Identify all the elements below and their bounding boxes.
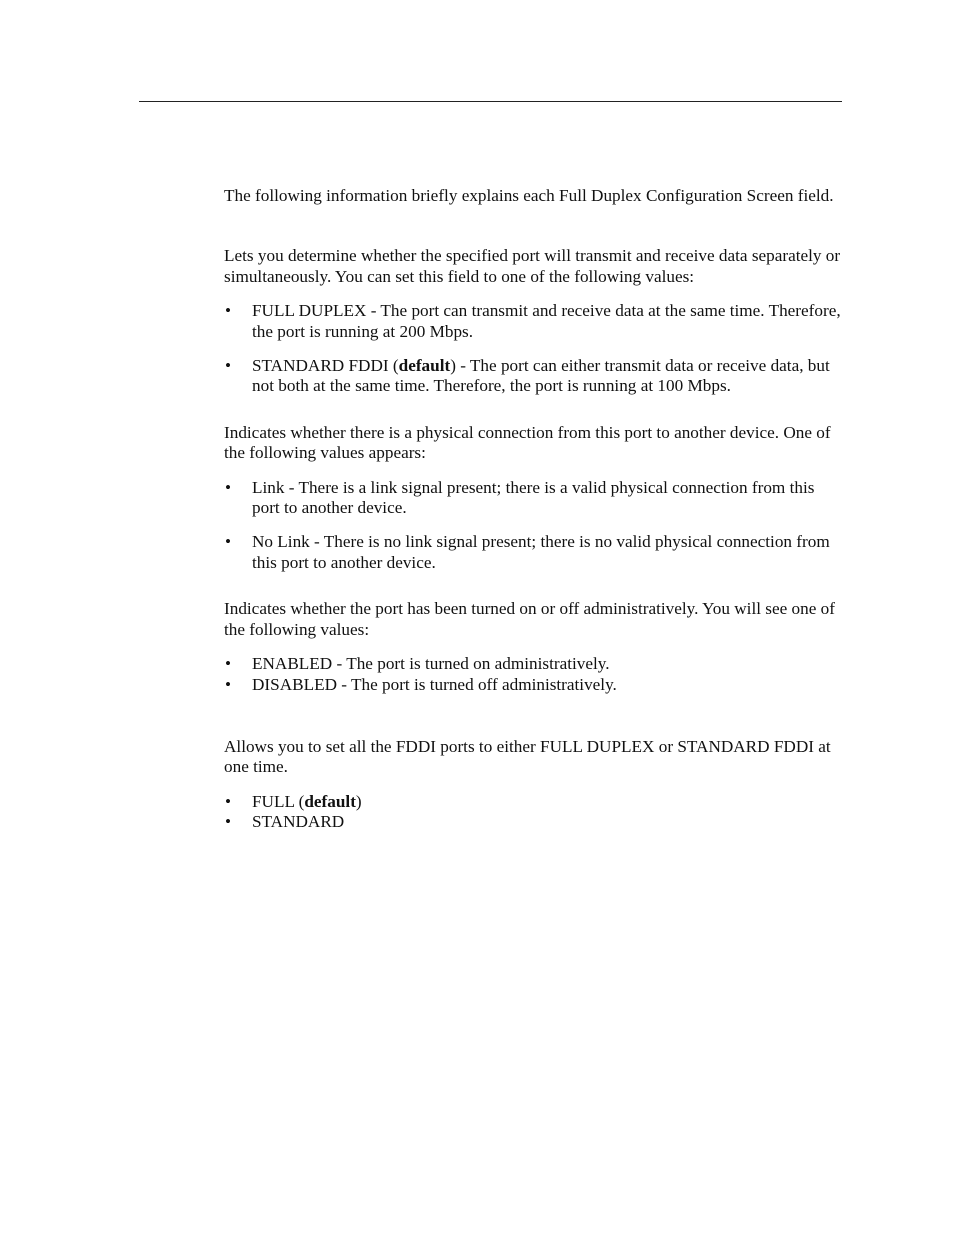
intro-paragraph: The following information briefly explains each Full Duplex Configuration Screen field. [224, 186, 834, 205]
value-list [224, 301, 842, 397]
list-item: • No Link - There is no link signal present; there is no valid physical connection from this port to another device. [224, 532, 842, 573]
list-item: • STANDARD [224, 812, 842, 832]
page-body [224, 186, 842, 833]
value-list [224, 792, 842, 833]
list-item: • FULL (default) [224, 792, 842, 812]
admin-status-section [224, 599, 842, 695]
value-list [224, 654, 842, 695]
set-all-ports-section [224, 737, 842, 833]
section-description: Indicates whether the port has been turned on or off administratively. You will see one of the following values: [224, 599, 835, 639]
value-list [224, 478, 842, 574]
list-item: • STANDARD FDDI (default) - The port can either transmit data or receive data, but not both at the same time. Therefore, the port is running at 100 Mbps. [224, 356, 842, 397]
link-status-section [224, 423, 842, 573]
section-description: Allows you to set all the FDDI ports to either FULL DUPLEX or STANDARD FDDI at one time. [224, 736, 831, 777]
section-description: Lets you determine whether the specified port will transmit and receive data separately or simultaneously. You can set this field to one of the following values: [224, 246, 841, 286]
list-item: • DISABLED - The port is turned off administratively. [224, 675, 842, 695]
section-description: Indicates whether there is a physical connection from this port to another device. One of the following values appears: [224, 422, 831, 463]
list-item: • FULL DUPLEX - The port can transmit and receive data at the same time. Therefore, the port is running at 200 Mbps. [224, 301, 842, 342]
header-rule [139, 101, 842, 102]
duplex-mode-section [224, 246, 842, 396]
list-item: • ENABLED - The port is turned on administratively. [224, 654, 842, 674]
list-item: • Link - There is a link signal present; there is a valid physical connection from this port to another device. [224, 478, 842, 519]
